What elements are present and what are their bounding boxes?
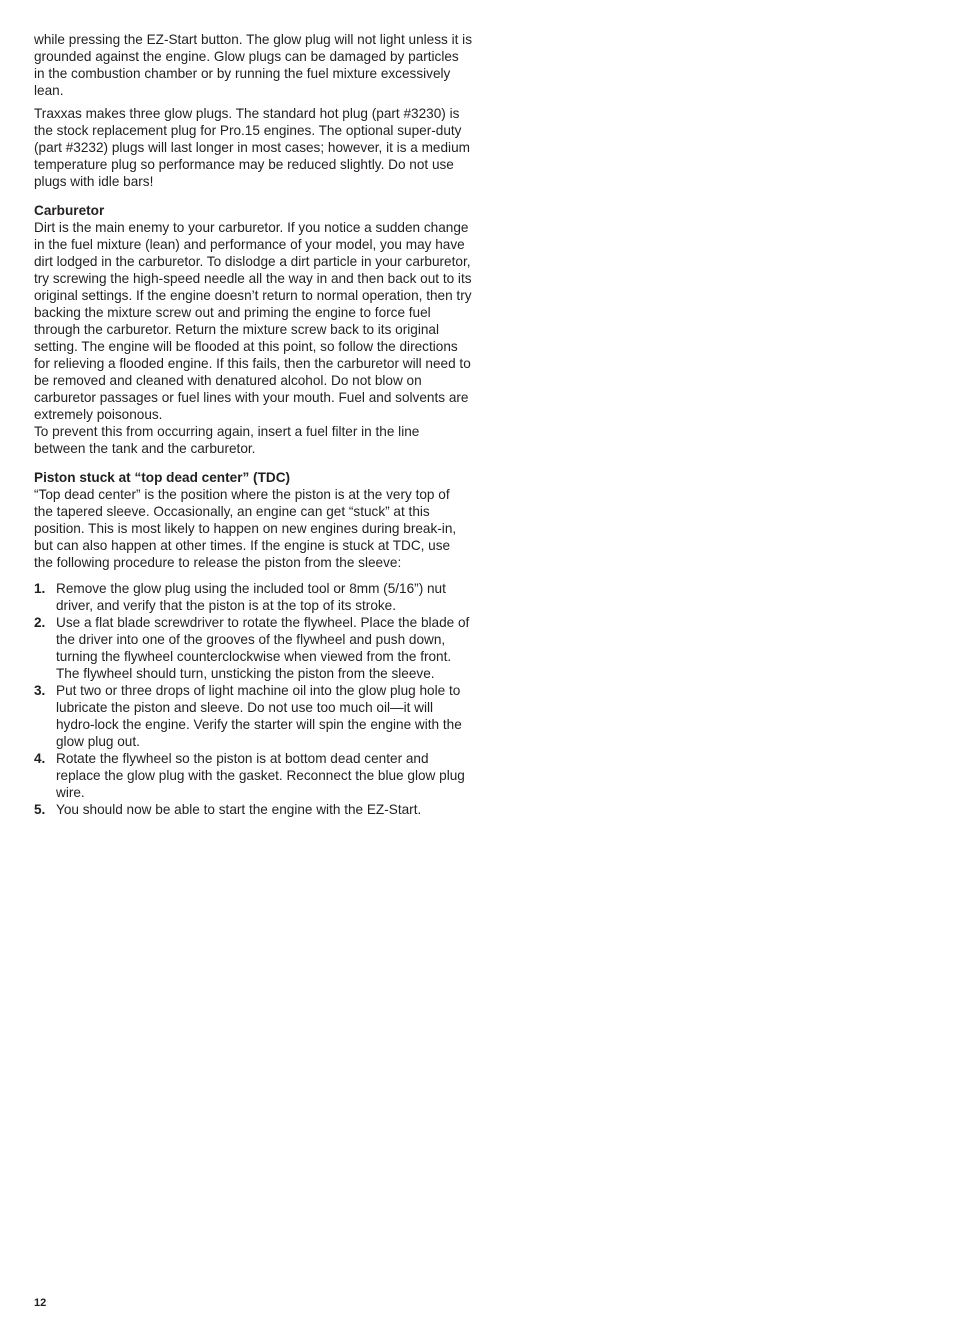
tdc-paragraph: “Top dead center” is the position where the piston is at the very top of the tapered sleeve. Occasionally, an engine can get “stuck” at this position. This is most likely to happen on new engines during break-in, but can also happen at other times. If the engine is stuck at TDC, use the following procedure to release the piston from the sleeve: bbox=[34, 487, 457, 570]
glow-plugs-paragraph: Traxxas makes three glow plugs. The standard hot plug (part #3230) is the stock replacement plug for Pro.15 engines. The optional super-duty (part #3232) plugs will last longer in most cases; however, it is a medium temperature plug so performance may be reduced slightly. Do not use plugs with idle bars! bbox=[34, 106, 470, 189]
tdc-heading: Piston stuck at “top dead center” (TDC) bbox=[34, 470, 291, 485]
step-text: Put two or three drops of light machine oil into the glow plug hole to lubricate the piston and sleeve. Do not use too much oil—it will hydro-lock the engine. Verify the starter will spin the engine with the glow plug out. bbox=[56, 683, 462, 749]
step-number: 1. bbox=[34, 581, 46, 596]
step-text: Remove the glow plug using the included tool or 8mm (5/16”) nut driver, and verify that the piston is at the top of its stroke. bbox=[56, 581, 446, 613]
text-column bbox=[34, 31, 472, 818]
step-number: 3. bbox=[34, 683, 46, 698]
step-number: 4. bbox=[34, 751, 46, 766]
list-item bbox=[34, 580, 472, 614]
list-item bbox=[34, 614, 472, 682]
step-text: You should now be able to start the engine with the EZ-Start. bbox=[56, 802, 422, 817]
step-text: Rotate the flywheel so the piston is at bottom dead center and replace the glow plug with the gasket. Reconnect the blue glow plug wire. bbox=[56, 751, 465, 800]
carburetor-paragraph: Dirt is the main enemy to your carburetor. If you notice a sudden change in the fuel mixture (lean) and performance of your model, you may have dirt lodged in the carburetor. To dislodge a dirt particle in your carburetor, try screwing the high-speed needle all the way in and then back out to its original settings. If the engine doesn’t return to normal operation, then try backing the mixture screw out and priming the engine to force fuel through the carburetor. Return the mixture screw back to its original setting. The engine will be flooded at this point, so follow the directions for relieving a flooded engine. If this fails, then the carburetor will need to be removed and cleaned with denatured alcohol. Do not blow on carburetor passages or fuel lines with your mouth. Fuel and solvents are extremely poisonous. bbox=[34, 220, 472, 422]
intro-paragraph: while pressing the EZ-Start button. The glow plug will not light unless it is grounded against the engine. Glow plugs can be damaged by particles in the combustion chamber or by running the fuel mixture excessively lean. bbox=[34, 32, 472, 98]
page-number: 12 bbox=[34, 1297, 47, 1309]
step-number: 5. bbox=[34, 802, 46, 817]
list-item bbox=[34, 750, 472, 801]
procedure-list bbox=[34, 580, 472, 818]
step-number: 2. bbox=[34, 615, 46, 630]
list-item bbox=[34, 801, 472, 818]
step-text: Use a flat blade screwdriver to rotate the flywheel. Place the blade of the driver into one of the grooves of the flywheel and push down, turning the flywheel counterclockwise when viewed from the front. The flywheel should turn, unsticking the piston from the sleeve. bbox=[56, 615, 470, 681]
list-item bbox=[34, 682, 472, 750]
carburetor-heading: Carburetor bbox=[34, 203, 105, 218]
carburetor-filter-paragraph: To prevent this from occurring again, insert a fuel filter in the line between the tank and the carburetor. bbox=[34, 424, 420, 456]
